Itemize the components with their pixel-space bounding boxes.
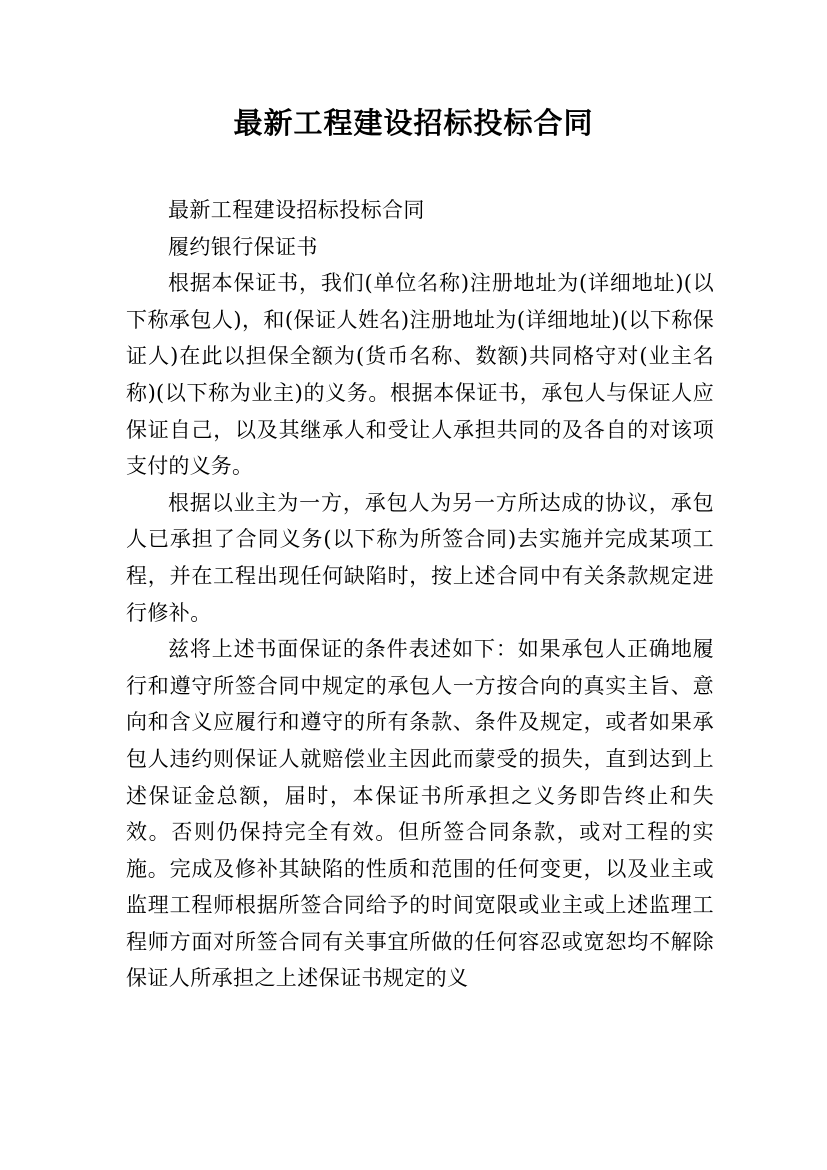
document-title: 最新工程建设招标投标合同	[233, 106, 594, 140]
paragraph-subheading: 履约银行保证书	[168, 234, 318, 259]
paragraph-heading: 最新工程建设招标投标合同	[168, 198, 425, 222]
document-body	[126, 192, 714, 997]
paragraph-conditions: 兹将上述书面保证的条件表述如下：如果承包人正确地履行和遵守所签合同中规定的承包人一方按合向的真实主旨、意向和含义应履行和遵守的所有条款、条件及规定，或者如果承包人违约则保证人就赔偿业主因此而蒙受的损失，直到达到上述保证金总额，届时，本保证书所承担之义务即告终止和失效。否则仍保持完全有效。但所签合同条款，或对工程的实施。完成及修补其缺陷的性质和范围的任何变更，以及业主或监理工程师根据所签合同给予的时间宽限或业主或上述监理工程师方面对所签合同有关事宜所做的任何容忍或宽恕均不解除保证人所承担之上述保证书规定的义	[126, 637, 714, 991]
paragraph-agreement: 根据以业主为一方，承包人为另一方所达成的协议，承包人已承担了合同义务(以下称为所签合同)去实施并完成某项工程，并在工程出现任何缺陷时，按上述合同中有关条款规定进行修补。	[126, 490, 714, 625]
paragraph-guarantee-intro: 根据本保证书，我们(单位名称)注册地址为(详细地址)(以下称承包人)，和(保证人姓名)注册地址为(详细地址)(以下称保证人)在此以担保全额为(货币名称、数额)共同格守对(业主名称)(以下称为业主)的义务。根据本保证书，承包人与保证人应保证自己，以及其继承人和受让人承担共同的及各自的对该项支付的义务。	[126, 271, 714, 479]
